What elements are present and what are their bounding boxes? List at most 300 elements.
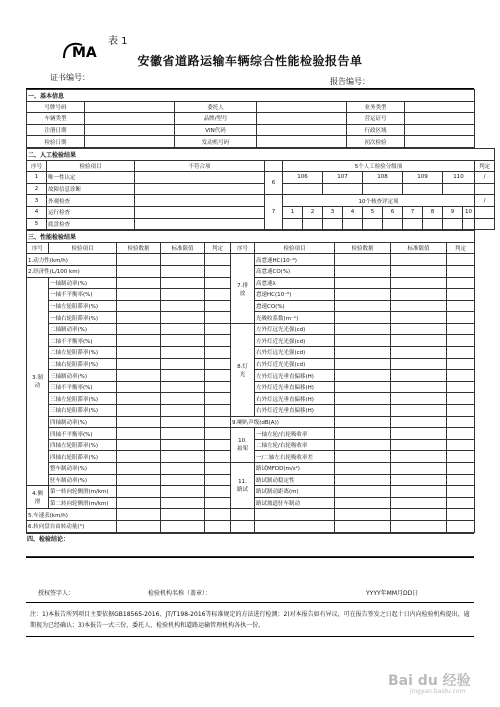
right-data-cell[interactable] xyxy=(335,277,391,289)
core-num: 10 xyxy=(463,206,475,218)
right-item-label: 9.喇叭声级(dB(A)) xyxy=(231,416,335,428)
fail-cell[interactable] xyxy=(135,172,265,184)
core-num: 3 xyxy=(323,206,343,218)
left-item-label: 三轴左轮阻滞率(%) xyxy=(49,393,117,405)
right-data-cell[interactable] xyxy=(335,300,391,312)
core-num: 4 xyxy=(343,206,363,218)
right-data-cell[interactable] xyxy=(335,335,391,347)
right-limit-cell[interactable] xyxy=(391,486,447,498)
left-data-cell[interactable] xyxy=(117,428,161,440)
left-limit-cell[interactable] xyxy=(161,451,205,463)
empty-cell xyxy=(391,509,447,521)
core-title: 10个核查评定项 xyxy=(283,195,475,207)
basic-label: 号牌号码 xyxy=(27,101,85,113)
right-judge-cell[interactable] xyxy=(447,463,475,475)
graded-code: 107 xyxy=(323,172,363,184)
core-value[interactable] xyxy=(323,218,343,230)
right-group-label: 8.灯 光 xyxy=(231,323,255,416)
right-data-cell[interactable] xyxy=(335,347,391,359)
manual-item: 外观检查 xyxy=(47,195,135,207)
right-item-label: 一轴左轮/右轮吸收率 xyxy=(255,428,335,440)
basic-value[interactable] xyxy=(257,101,347,113)
right-group-label: 11. 路试 xyxy=(231,463,255,509)
right-limit-cell[interactable] xyxy=(391,254,447,266)
right-judge-cell[interactable] xyxy=(447,451,475,463)
basic-value[interactable] xyxy=(85,113,175,125)
right-limit-cell[interactable] xyxy=(391,358,447,370)
right-judge-cell[interactable] xyxy=(447,370,475,382)
left-data-cell[interactable] xyxy=(117,358,161,370)
left-data-cell[interactable] xyxy=(117,289,161,301)
right-item-label: 路试制动距离(m) xyxy=(255,486,335,498)
right-limit-cell[interactable] xyxy=(391,289,447,301)
seq-cell: 2 xyxy=(27,183,47,195)
empty-cell xyxy=(255,520,335,532)
left-item-label: 2.经济性(L/100 km) xyxy=(27,265,117,277)
core-num: 1 xyxy=(283,206,303,218)
basic-value[interactable] xyxy=(257,136,347,148)
left-data-cell[interactable] xyxy=(117,370,161,382)
basic-label: 品牌/型号 xyxy=(175,113,257,125)
graded-value[interactable] xyxy=(443,183,475,195)
left-item-label: 一轴左轮阻滞率(%) xyxy=(49,300,117,312)
judge-cell: / xyxy=(475,172,495,184)
right-data-cell[interactable] xyxy=(335,370,391,382)
right-data-cell[interactable] xyxy=(335,254,391,266)
left-data-cell[interactable] xyxy=(117,451,161,463)
col-header: 标准限值 xyxy=(391,242,447,254)
right-item-label: 光吸收系数(m⁻¹) xyxy=(255,312,335,324)
left-data-cell[interactable] xyxy=(117,509,161,521)
seq-cell: 5 xyxy=(27,218,47,230)
graded-code: 110 xyxy=(443,172,475,184)
left-data-cell[interactable] xyxy=(117,347,161,359)
col-header: 检验项目 xyxy=(49,242,117,254)
right-judge-cell[interactable] xyxy=(447,439,475,451)
basic-value[interactable] xyxy=(85,101,175,113)
left-limit-cell[interactable] xyxy=(161,439,205,451)
core-num: 9 xyxy=(443,206,463,218)
seq-cell: 4 xyxy=(27,206,47,218)
empty-cell xyxy=(231,509,255,521)
judge-cell[interactable] xyxy=(475,218,495,230)
watermark: Bai du 经验 xyxy=(388,673,471,689)
col-header: 序号 xyxy=(231,242,255,254)
right-item-label: 右外灯近光光强(cd) xyxy=(255,358,335,370)
left-item-label: 一轴右轮阻滞率(%) xyxy=(49,312,117,324)
basic-value[interactable] xyxy=(257,113,347,125)
basic-label: 业务类型 xyxy=(347,101,405,113)
left-data-cell[interactable] xyxy=(117,520,161,532)
right-data-cell[interactable] xyxy=(335,312,391,324)
right-item-label: 怠速CO(%) xyxy=(255,300,335,312)
manual-row xyxy=(27,183,495,195)
manual-header-row xyxy=(27,160,495,172)
basic-value[interactable] xyxy=(257,124,347,136)
left-judge-cell[interactable] xyxy=(205,486,231,498)
col-header: 序号 xyxy=(27,160,47,172)
left-item-label: 第一转向轮侧滑(m/km) xyxy=(49,486,117,498)
left-judge-cell[interactable] xyxy=(205,474,231,486)
right-judge-cell[interactable] xyxy=(447,474,475,486)
core-value[interactable] xyxy=(303,218,323,230)
fail-cell[interactable] xyxy=(135,218,265,230)
fail-cell[interactable] xyxy=(135,195,265,207)
right-limit-cell[interactable] xyxy=(391,439,447,451)
performance-table xyxy=(26,230,475,532)
left-judge-cell[interactable] xyxy=(205,347,231,359)
right-item-label: 路试坡道驻车制动 xyxy=(255,497,335,509)
col-header: 判定 xyxy=(447,242,475,254)
right-judge-cell[interactable] xyxy=(447,486,475,498)
left-judge-cell[interactable] xyxy=(205,509,231,521)
right-limit-cell[interactable] xyxy=(391,265,447,277)
fail-cell[interactable] xyxy=(135,206,265,218)
left-judge-cell[interactable] xyxy=(205,370,231,382)
left-limit-cell[interactable] xyxy=(161,312,205,324)
left-limit-cell[interactable] xyxy=(161,254,205,266)
col-header: 不符合项 xyxy=(135,160,265,172)
signer-label: 授权签字人： xyxy=(38,590,75,597)
left-item-label: 三轴制动率(%) xyxy=(49,370,117,382)
left-data-cell[interactable] xyxy=(117,463,161,475)
left-limit-cell[interactable] xyxy=(161,509,205,521)
right-limit-cell[interactable] xyxy=(391,428,447,440)
agency-label: 检验机构名称（盖章）： xyxy=(148,590,212,597)
empty-cell xyxy=(335,520,391,532)
core-value[interactable] xyxy=(463,218,475,230)
right-item-label: 左外灯远光光强(cd) xyxy=(255,323,335,335)
right-data-cell[interactable] xyxy=(335,289,391,301)
right-item-label: 高怠速HC(10⁻⁶) xyxy=(255,254,335,266)
left-data-cell[interactable] xyxy=(117,405,161,417)
core-value[interactable] xyxy=(383,218,403,230)
right-item-label: 左外灯远光垂直偏移(H) xyxy=(255,370,335,382)
left-judge-cell[interactable] xyxy=(205,381,231,393)
right-limit-cell[interactable] xyxy=(391,393,447,405)
seq-cell: 3 xyxy=(27,195,47,207)
col-header: 5个人工检验分级项 xyxy=(283,160,475,172)
basic-row xyxy=(27,124,475,136)
core-value[interactable] xyxy=(443,218,463,230)
left-judge-cell[interactable] xyxy=(205,358,231,370)
right-data-cell[interactable] xyxy=(335,451,391,463)
left-item-label: 整车制动率(%) xyxy=(49,463,117,475)
left-item-label: 二轴制动率(%) xyxy=(49,323,117,335)
left-item-label: 三轴右轮阻滞率(%) xyxy=(49,405,117,417)
perf-header-row xyxy=(27,242,475,254)
left-limit-cell[interactable] xyxy=(161,416,205,428)
right-limit-cell[interactable] xyxy=(391,312,447,324)
left-limit-cell[interactable] xyxy=(161,381,205,393)
right-judge-cell[interactable] xyxy=(447,312,475,324)
right-limit-cell[interactable] xyxy=(391,370,447,382)
empty-cell xyxy=(391,520,447,532)
graded-value[interactable] xyxy=(363,183,403,195)
left-limit-cell[interactable] xyxy=(161,474,205,486)
graded-code: 108 xyxy=(363,172,403,184)
right-data-cell[interactable] xyxy=(335,428,391,440)
right-limit-cell[interactable] xyxy=(391,497,447,509)
left-group-label: 4.侧 滑 xyxy=(27,486,49,509)
left-item-label: 二轴不平衡率(%) xyxy=(49,335,117,347)
left-limit-cell[interactable] xyxy=(161,300,205,312)
performance-row xyxy=(27,323,475,335)
right-judge-cell[interactable] xyxy=(447,405,475,417)
section-conclusion-heading: 四、检验结论： xyxy=(26,533,474,556)
manual-row xyxy=(27,218,495,230)
left-data-cell[interactable] xyxy=(117,312,161,324)
core-value[interactable] xyxy=(283,218,303,230)
basic-value[interactable] xyxy=(405,136,475,148)
performance-body xyxy=(27,231,475,532)
left-limit-cell[interactable] xyxy=(161,358,205,370)
right-group-label: 10. 悬架 xyxy=(231,428,255,463)
left-judge-cell[interactable] xyxy=(205,497,231,509)
right-judge-cell[interactable] xyxy=(447,265,475,277)
left-judge-cell[interactable] xyxy=(205,428,231,440)
left-limit-cell[interactable] xyxy=(161,323,205,335)
right-limit-cell[interactable] xyxy=(391,347,447,359)
left-judge-cell[interactable] xyxy=(205,416,231,428)
report-no-label: 报告编号： xyxy=(330,77,370,86)
left-data-cell[interactable] xyxy=(117,474,161,486)
graded-code: 106 xyxy=(283,172,323,184)
left-limit-cell[interactable] xyxy=(161,497,205,509)
table-number: 表 1 xyxy=(108,36,128,47)
basic-label: 注册日期 xyxy=(27,124,85,136)
manual-item: 唯一性认定 xyxy=(47,172,135,184)
graded-value[interactable] xyxy=(403,183,443,195)
left-item-label: 第二转向轮侧滑(m/km) xyxy=(49,497,117,509)
right-judge-cell[interactable] xyxy=(447,300,475,312)
left-limit-cell[interactable] xyxy=(161,486,205,498)
right-judge-cell[interactable] xyxy=(447,347,475,359)
left-limit-cell[interactable] xyxy=(161,289,205,301)
left-judge-cell[interactable] xyxy=(205,300,231,312)
left-data-cell[interactable] xyxy=(117,486,161,498)
right-data-cell[interactable] xyxy=(335,323,391,335)
core-num: 8 xyxy=(423,206,443,218)
core-num: 7 xyxy=(403,206,423,218)
col-header: 序号 xyxy=(27,242,49,254)
right-limit-cell[interactable] xyxy=(391,416,447,428)
right-limit-cell[interactable] xyxy=(391,277,447,289)
left-judge-cell[interactable] xyxy=(205,277,231,289)
core-value[interactable] xyxy=(403,218,423,230)
left-data-cell[interactable] xyxy=(117,254,161,266)
cert-no-label: 证书编号： xyxy=(50,73,90,82)
right-judge-cell[interactable] xyxy=(447,358,475,370)
basic-label: 初次检验 xyxy=(347,136,405,148)
right-data-cell[interactable] xyxy=(335,416,391,428)
left-data-cell[interactable] xyxy=(117,323,161,335)
left-judge-cell[interactable] xyxy=(205,405,231,417)
right-judge-cell[interactable] xyxy=(447,381,475,393)
left-judge-cell[interactable] xyxy=(205,312,231,324)
basic-value[interactable] xyxy=(405,113,475,125)
left-judge-cell[interactable] xyxy=(205,254,231,266)
manual-table xyxy=(26,148,495,230)
left-limit-cell[interactable] xyxy=(161,347,205,359)
left-data-cell[interactable] xyxy=(117,439,161,451)
basic-value[interactable] xyxy=(85,136,175,148)
basic-label: 车辆类型 xyxy=(27,113,85,125)
basic-info-table xyxy=(26,89,475,148)
left-data-cell[interactable] xyxy=(117,381,161,393)
left-data-cell[interactable] xyxy=(117,300,161,312)
graded-value[interactable] xyxy=(283,183,323,195)
left-limit-cell[interactable] xyxy=(161,277,205,289)
right-item-label: 右外灯远光光强(cd) xyxy=(255,347,335,359)
performance-row xyxy=(27,254,475,266)
right-limit-cell[interactable] xyxy=(391,405,447,417)
right-item-label: 一/二轴左右轮吸收率差 xyxy=(255,451,335,463)
empty-cell xyxy=(255,509,335,521)
left-data-cell[interactable] xyxy=(117,393,161,405)
right-data-cell[interactable] xyxy=(335,439,391,451)
performance-row xyxy=(27,428,475,440)
empty-cell xyxy=(231,520,255,532)
basic-label: VIN代码 xyxy=(175,124,257,136)
judge-cell[interactable] xyxy=(475,183,495,195)
basic-label: 发动机号码 xyxy=(175,136,257,148)
basic-value[interactable] xyxy=(405,101,475,113)
left-limit-cell[interactable] xyxy=(161,335,205,347)
left-item-label: 四轴右轮阻滞率(%) xyxy=(49,451,117,463)
right-judge-cell[interactable] xyxy=(447,254,475,266)
left-item-label: 5.车速表(km/h) xyxy=(27,509,117,521)
left-data-cell[interactable] xyxy=(117,265,161,277)
judge-cell[interactable] xyxy=(475,206,495,218)
core-value[interactable] xyxy=(423,218,443,230)
right-limit-cell[interactable] xyxy=(391,474,447,486)
left-judge-cell[interactable] xyxy=(205,451,231,463)
right-item-label: 高怠速CO(%) xyxy=(255,265,335,277)
left-limit-cell[interactable] xyxy=(161,265,205,277)
footer-divider xyxy=(26,636,474,637)
col-header: 检验数据 xyxy=(335,242,391,254)
left-judge-cell[interactable] xyxy=(205,289,231,301)
right-judge-cell[interactable] xyxy=(447,277,475,289)
right-judge-cell[interactable] xyxy=(447,335,475,347)
left-item-label: 三轴不平衡率(%) xyxy=(49,381,117,393)
right-data-cell[interactable] xyxy=(335,497,391,509)
left-judge-cell[interactable] xyxy=(205,393,231,405)
left-limit-cell[interactable] xyxy=(161,520,205,532)
left-judge-cell[interactable] xyxy=(205,463,231,475)
left-data-cell[interactable] xyxy=(117,416,161,428)
right-judge-cell[interactable] xyxy=(447,428,475,440)
right-limit-cell[interactable] xyxy=(391,463,447,475)
basic-row xyxy=(27,101,475,113)
right-data-cell[interactable] xyxy=(335,358,391,370)
basic-value[interactable] xyxy=(405,124,475,136)
watermark-sub: jingyan.baidu.com xyxy=(410,688,466,695)
left-data-cell[interactable] xyxy=(117,497,161,509)
left-judge-cell[interactable] xyxy=(205,439,231,451)
left-judge-cell[interactable] xyxy=(205,520,231,532)
core-value[interactable] xyxy=(343,218,363,230)
right-judge-cell[interactable] xyxy=(447,323,475,335)
seq-cell: 6 xyxy=(265,172,283,195)
report-title: 安徽省道路运输车辆综合性能检验报告单 xyxy=(137,54,363,68)
right-item-label: 左外灯近光垂直偏移(H) xyxy=(255,381,335,393)
left-limit-cell[interactable] xyxy=(161,463,205,475)
col-header: 判定 xyxy=(205,242,231,254)
right-limit-cell[interactable] xyxy=(391,381,447,393)
right-limit-cell[interactable] xyxy=(391,323,447,335)
right-data-cell[interactable] xyxy=(335,393,391,405)
manual-item: 底盘检查 xyxy=(47,218,135,230)
conclusion-table xyxy=(26,533,474,557)
left-judge-cell[interactable] xyxy=(205,335,231,347)
right-data-cell[interactable] xyxy=(335,463,391,475)
col-header: 检验数据 xyxy=(117,242,161,254)
right-judge-cell[interactable] xyxy=(447,393,475,405)
right-limit-cell[interactable] xyxy=(391,335,447,347)
right-item-label: 二轴左轮/右轮吸收率 xyxy=(255,439,335,451)
basic-row xyxy=(27,113,475,125)
footnote: 注：1)本报告所列项目主要依据GB18565-2016、JT/T198-2016等标准规定的方法进行检测；2)对本报告如有异议，可在报告签发之日起十日内向检验机构提出，逾期视为已经确认；3)本报告一式三份，委托人、检验机构和道路运输管理机构各执一份。 xyxy=(30,611,470,629)
left-limit-cell[interactable] xyxy=(161,370,205,382)
empty-cell xyxy=(335,509,391,521)
left-item-label: 驻车制动率(%) xyxy=(49,474,117,486)
right-data-cell[interactable] xyxy=(335,486,391,498)
graded-value[interactable] xyxy=(323,183,363,195)
basic-label: 委托人 xyxy=(175,101,257,113)
right-judge-cell[interactable] xyxy=(447,289,475,301)
manual-row xyxy=(27,206,495,218)
left-judge-cell[interactable] xyxy=(205,323,231,335)
core-value[interactable] xyxy=(363,218,383,230)
report-grid xyxy=(26,88,491,558)
right-limit-cell[interactable] xyxy=(391,451,447,463)
left-limit-cell[interactable] xyxy=(161,405,205,417)
right-item-label: 左外灯近光光强(cd) xyxy=(255,335,335,347)
right-judge-cell[interactable] xyxy=(447,497,475,509)
right-judge-cell[interactable] xyxy=(447,416,475,428)
left-limit-cell[interactable] xyxy=(161,428,205,440)
left-item-label: 二轴右轮阻滞率(%) xyxy=(49,358,117,370)
left-judge-cell[interactable] xyxy=(205,265,231,277)
left-item-label: 一轴不平衡率(%) xyxy=(49,289,117,301)
right-data-cell[interactable] xyxy=(335,405,391,417)
core-num: 2 xyxy=(303,206,323,218)
basic-label: 营运证号 xyxy=(347,113,405,125)
right-item-label: 高怠速λ xyxy=(255,277,335,289)
right-data-cell[interactable] xyxy=(335,381,391,393)
seq-cell: 7 xyxy=(265,195,283,230)
left-item-label: 6.转向盘自由转动量(°) xyxy=(27,520,117,532)
col-header: 标准限值 xyxy=(161,242,205,254)
left-item-label: 二轴左轮阻滞率(%) xyxy=(49,347,117,359)
left-data-cell[interactable] xyxy=(117,277,161,289)
right-item-label: 右外灯近光垂直偏移(H) xyxy=(255,405,335,417)
empty-cell xyxy=(447,509,475,521)
left-item-label: 四轴不平衡率(%) xyxy=(49,428,117,440)
basic-value[interactable] xyxy=(85,124,175,136)
right-data-cell[interactable] xyxy=(335,265,391,277)
right-data-cell[interactable] xyxy=(335,474,391,486)
left-limit-cell[interactable] xyxy=(161,393,205,405)
performance-row xyxy=(27,463,475,475)
core-num: 5 xyxy=(363,206,383,218)
judge-cell: / xyxy=(475,195,495,207)
fail-cell[interactable] xyxy=(135,183,265,195)
left-data-cell[interactable] xyxy=(117,335,161,347)
right-limit-cell[interactable] xyxy=(391,300,447,312)
